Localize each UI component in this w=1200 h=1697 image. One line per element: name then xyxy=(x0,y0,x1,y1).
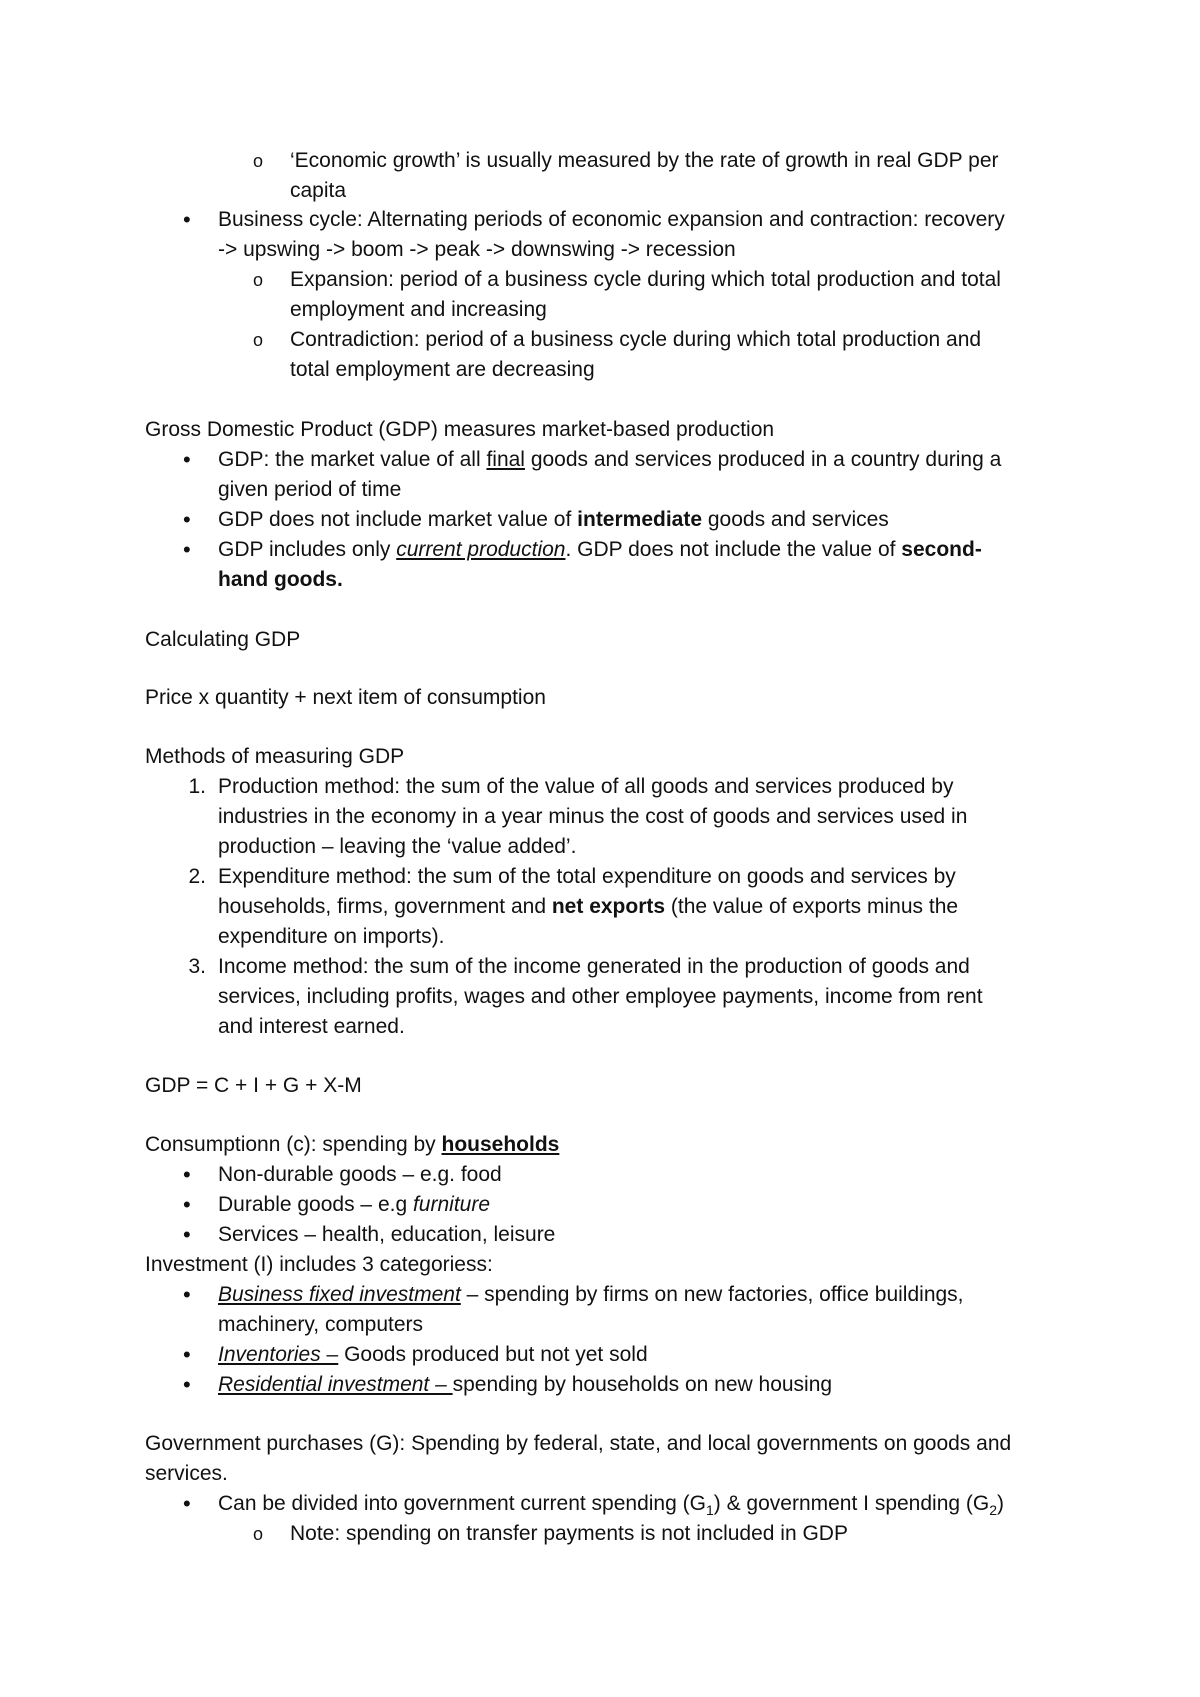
text-run: (the value of exports minus the xyxy=(665,895,959,918)
text-line: Services – health, education, leisure xyxy=(218,1223,556,1246)
bullet-marker: • xyxy=(183,207,191,232)
italic-term: furniture xyxy=(412,1193,491,1216)
bold-term: intermediate xyxy=(577,508,703,531)
text-run: goods and services xyxy=(702,508,889,531)
text-run: goods and services produced in a country during a xyxy=(524,448,1002,471)
emphasized-term: current production xyxy=(396,538,566,561)
subscript: 2 xyxy=(989,1502,998,1519)
bold-underlined-term: households xyxy=(441,1133,560,1156)
bullet-marker: • xyxy=(183,1282,191,1307)
subscript: 1 xyxy=(705,1502,714,1519)
text-line: services, including profits, wages and other employee payments, income from rent xyxy=(218,985,983,1008)
text-line: Business cycle: Alternating periods of economic expansion and contraction: recovery xyxy=(218,208,1005,231)
section-heading: Methods of measuring GDP xyxy=(145,745,405,768)
text-line: total employment are decreasing xyxy=(290,358,595,381)
text-run: . GDP does not include the value of xyxy=(565,538,902,561)
sub-bullet-marker: o xyxy=(253,151,264,171)
equation: GDP = C + I + G + X-M xyxy=(145,1074,362,1097)
text-line xyxy=(218,505,889,535)
text-run: Consumptionn (c): spending by xyxy=(145,1133,442,1156)
bullet-marker: • xyxy=(183,507,191,532)
text-line: machinery, computers xyxy=(218,1313,424,1336)
text-line: capita xyxy=(290,179,347,202)
text-line: services. xyxy=(145,1462,228,1485)
sub-bullet-marker: o xyxy=(253,1524,264,1544)
text-line: -> upswing -> boom -> peak -> downswing -> recession xyxy=(218,238,736,261)
bullet-marker: • xyxy=(183,1342,191,1367)
list-number: 3. xyxy=(188,955,206,978)
text-line: Expansion: period of a business cycle during which total production and total xyxy=(290,268,1001,291)
underlined-term: final xyxy=(486,448,525,471)
text-line xyxy=(218,1489,1004,1519)
bullet-marker: • xyxy=(183,1491,191,1516)
emphasized-term: Inventories – xyxy=(218,1343,339,1366)
text-run: GDP does not include market value of xyxy=(218,508,578,531)
text-line: Non-durable goods – e.g. food xyxy=(218,1163,502,1186)
text-run: Goods produced but not yet sold xyxy=(338,1343,648,1366)
text-run: GDP: the market value of all xyxy=(218,448,487,471)
text-run: GDP includes only xyxy=(218,538,397,561)
text-line: and interest earned. xyxy=(218,1015,405,1038)
text-line xyxy=(218,1280,964,1310)
text-line: production – leaving the ‘value added’. xyxy=(218,835,577,858)
bullet-marker: • xyxy=(183,1192,191,1217)
text-line xyxy=(218,535,982,565)
text-line: Contradiction: period of a business cycle during which total production and xyxy=(290,328,982,351)
text-line: employment and increasing xyxy=(290,298,547,321)
text-line: Expenditure method: the sum of the total expenditure on goods and services by xyxy=(218,865,956,888)
section-heading: Gross Domestic Product (GDP) measures market-based production xyxy=(145,418,775,441)
bold-term: second- xyxy=(901,538,982,561)
text-line: Income method: the sum of the income generated in the production of goods and xyxy=(218,955,970,978)
section-heading: Calculating GDP xyxy=(145,628,301,651)
text-line: Production method: the sum of the value of all goods and services produced by xyxy=(218,775,954,798)
text-line: Note: spending on transfer payments is not included in GDP xyxy=(290,1522,848,1545)
text-line: expenditure on imports). xyxy=(218,925,445,948)
sub-bullet-marker: o xyxy=(253,270,264,290)
text-line: Investment (I) includes 3 categoriess: xyxy=(145,1253,493,1276)
bullet-marker: • xyxy=(183,1222,191,1247)
text-run: ) & government I spending (G xyxy=(713,1492,990,1515)
text-run: spending by households on new housing xyxy=(452,1373,833,1396)
text-line xyxy=(218,892,958,922)
emphasized-term: Residential investment – xyxy=(218,1373,453,1396)
text-run: Durable goods – e.g xyxy=(218,1193,413,1216)
text-line xyxy=(218,1370,832,1400)
text-line: hand goods. xyxy=(218,568,343,591)
list-number: 2. xyxy=(188,865,206,888)
text-line: industries in the economy in a year minus the cost of goods and services used in xyxy=(218,805,968,828)
text-run: ) xyxy=(997,1492,1005,1515)
text-line xyxy=(145,1130,559,1160)
list-number: 1. xyxy=(188,775,206,798)
text-line xyxy=(218,1340,648,1370)
bullet-marker: • xyxy=(183,447,191,472)
text-line: given period of time xyxy=(218,478,402,501)
text-line: ‘Economic growth’ is usually measured by the rate of growth in real GDP per xyxy=(290,149,999,172)
bullet-marker: • xyxy=(183,1372,191,1397)
text-run: – spending by firms on new factories, office buildings, xyxy=(460,1283,964,1306)
sub-bullet-marker: o xyxy=(253,330,264,350)
text-run: households, firms, government and xyxy=(218,895,552,918)
text-line: Price x quantity + next item of consumption xyxy=(145,686,546,709)
bullet-marker: • xyxy=(183,537,191,562)
bullet-marker: • xyxy=(183,1162,191,1187)
emphasized-term: Business fixed investment xyxy=(218,1283,461,1306)
text-run: Can be divided into government current spending (G xyxy=(218,1492,706,1515)
bold-term: net exports xyxy=(551,895,666,918)
text-line: Government purchases (G): Spending by federal, state, and local governments on goods and xyxy=(145,1432,1012,1455)
text-line xyxy=(218,445,1001,475)
text-line xyxy=(218,1190,490,1220)
